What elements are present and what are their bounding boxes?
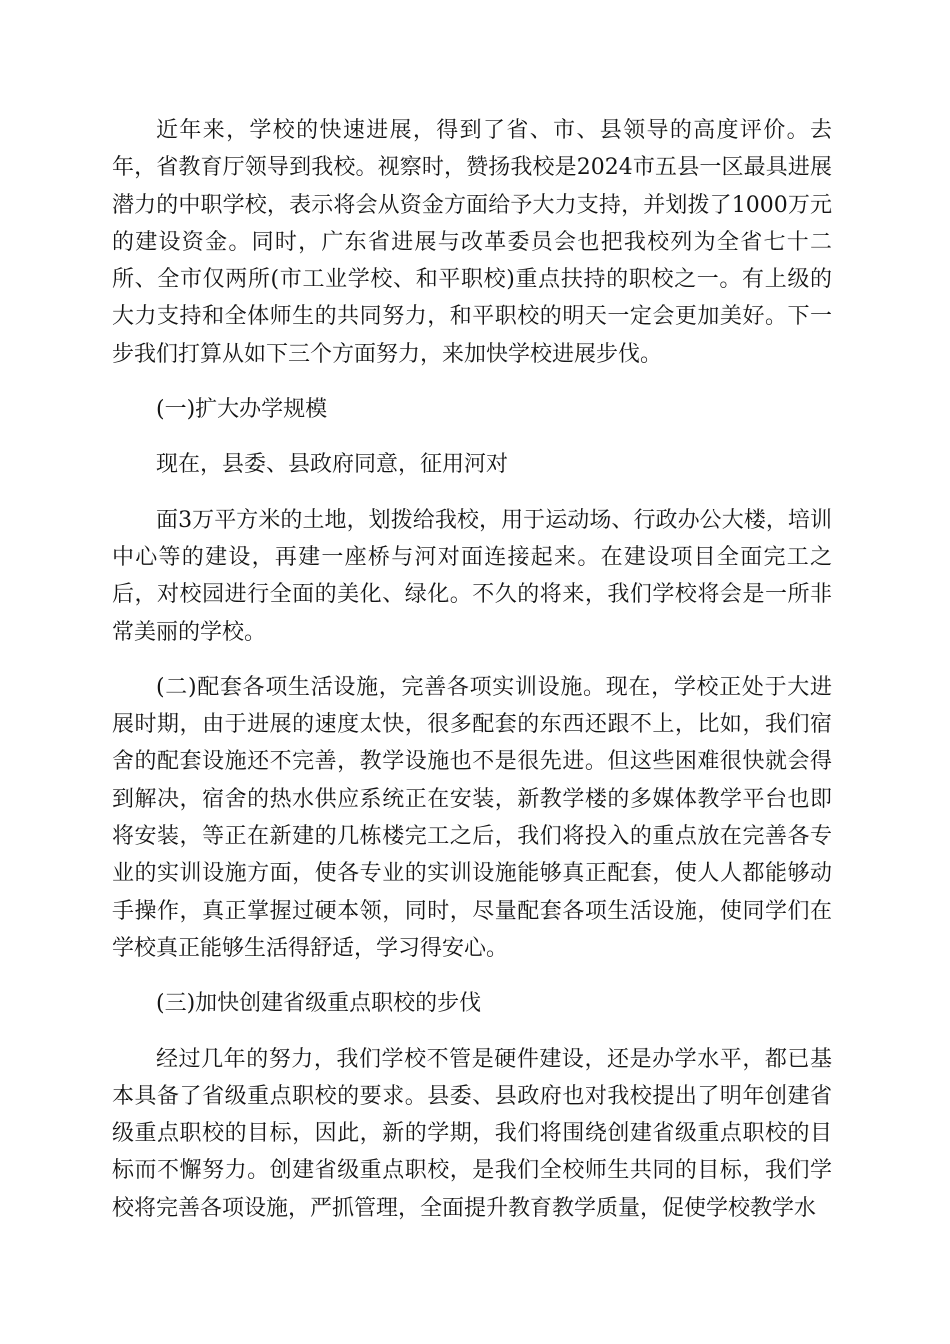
paragraph-gap: [112, 373, 832, 391]
heading-section-3: (三)加快创建省级重点职校的步伐: [156, 991, 482, 1017]
paragraph-section-2: (二)配套各项生活设施，完善各项实训设施。现在，学校正处于大进展时期，由于进展的速度太快，很多配套的东西还跟不上，比如，我们宿舍的配套设施还不完善，教学设施也不是很先进。但这些困难很快就会得到解决，宿舍的热水供应系统正在安装，新教学楼的多媒体教学平台也即将安装，等正在新建的几栋楼完工之后，我们将投入的重点放在完善各专业的实训设施方面，使各专业的实训设施能够真正配套，使人人都能够动手操作，真正掌握过硬本领，同时，尽量配套各项生活设施，使同学们在学校真正能够生活得舒适，学习得安心。: [112, 674, 832, 961]
paragraph-gap: [112, 428, 832, 446]
paragraph-intro: 近年来，学校的快速进展，得到了省、市、县领导的高度评价。去年，省教育厅领导到我校。视察时，赞扬我校是2024市五县一区最具进展潜力的中职学校，表示将会从资金方面给予大力支持，并划拨了1000万元的建设资金。同时，广东省进展与改革委员会也把我校列为全省七十二所、全市仅两所(市工业学校、和平职校)重点扶持的职校之一。有上级的大力支持和全体师生的共同努力，和平职校的明天一定会更加美好。下一步我们打算从如下三个方面努力，来加快学校进展步伐。: [112, 118, 832, 367]
paragraph-gap: [112, 651, 832, 669]
paragraph-section-1-lead: 现在，县委、县政府同意，征用河对: [156, 452, 509, 478]
paragraph-gap: [112, 1023, 832, 1041]
paragraph-gap: [112, 484, 832, 502]
paragraph-section-3-body: 经过几年的努力，我们学校不管是硬件建设，还是办学水平，都已基本具备了省级重点职校的要求。县委、县政府也对我校提出了明年创建省级重点职校的目标，因此，新的学期，我们将围绕创建省级重点职校的目标而不懈努力。创建省级重点职校，是我们全校师生共同的目标，我们学校将完善各项设施，严抓管理，全面提升教育教学质量，促使学校教学水: [112, 1046, 832, 1221]
paragraph-section-1-body: 面3万平方米的土地，划拨给我校，用于运动场、行政办公大楼，培训中心等的建设，再建一座桥与河对面连接起来。在建设项目全面完工之后，对校园进行全面的美化、绿化。不久的将来，我们学校将会是一所非常美丽的学校。: [112, 507, 832, 645]
heading-section-1: (一)扩大办学规模: [156, 397, 328, 423]
paragraph-gap: [112, 967, 832, 985]
document-page: [112, 112, 832, 1227]
